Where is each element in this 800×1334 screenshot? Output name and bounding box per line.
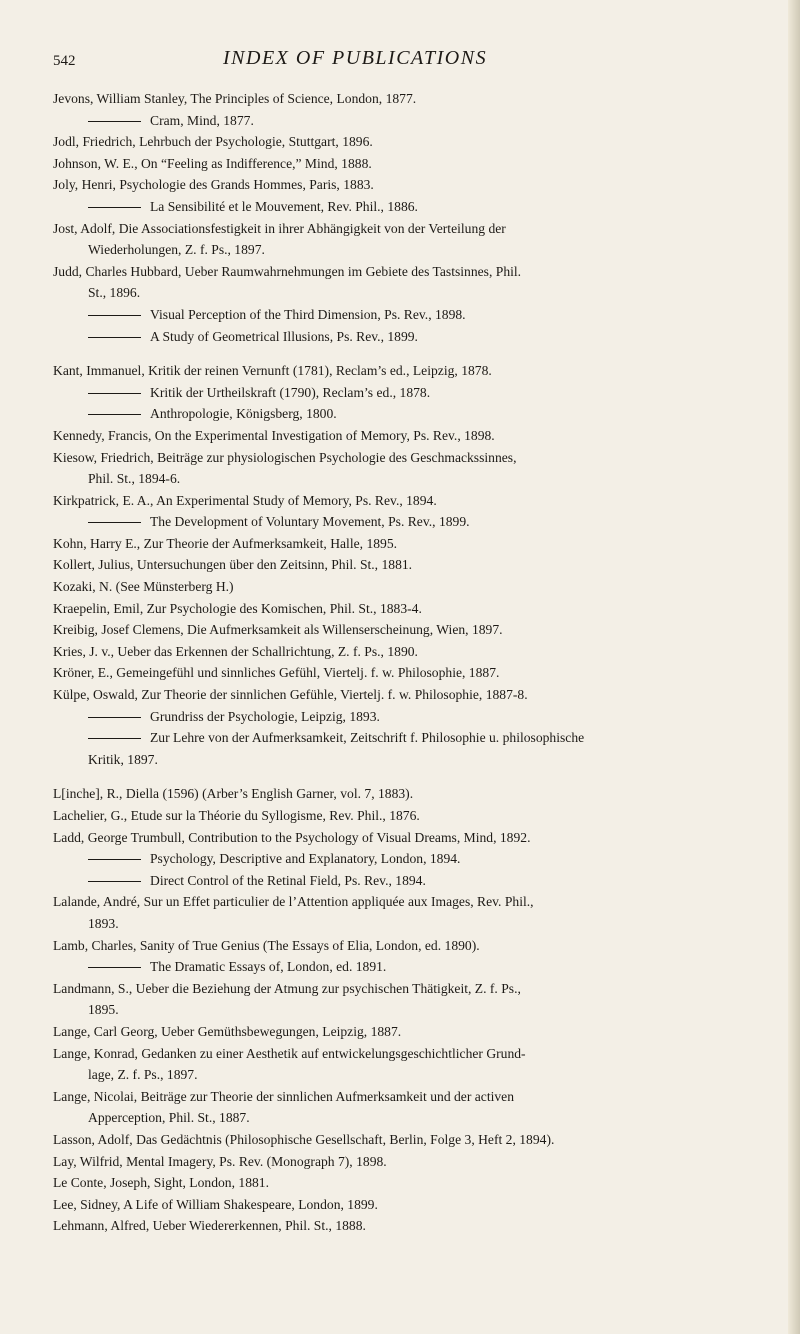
index-entry: [53, 848, 793, 870]
index-entry: [53, 218, 793, 261]
entry-text: Jodl, Friedrich, Lehrbuch der Psychologie, Stuttgart, 1896.: [53, 134, 373, 150]
entry-line: [53, 360, 793, 382]
entry-line: [53, 684, 793, 706]
index-entry: [53, 511, 793, 533]
entry-line: [53, 641, 793, 663]
entry-continuation: [53, 1064, 793, 1086]
entry-text: Apperception, Phil. St., 1887.: [88, 1110, 250, 1126]
index-entry: [53, 88, 793, 110]
entry-text: Jost, Adolf, Die Associationsfestigkeit in ihrer Abhängigkeit von der Verteilung der: [53, 220, 506, 236]
index-entry: [53, 304, 793, 326]
entry-line: [53, 727, 793, 749]
entry-line: [53, 978, 793, 1000]
index-group: [53, 360, 793, 770]
index-entry: [53, 783, 793, 805]
entry-line: [53, 1021, 793, 1043]
entry-text: Grundriss der Psychologie, Leipzig, 1893.: [150, 708, 380, 724]
entry-line: [53, 1129, 793, 1151]
entry-line: [53, 533, 793, 555]
entry-text: Lange, Nicolai, Beiträge zur Theorie der sinnlichen Aufmerksamkeit und der activen: [53, 1088, 515, 1104]
entry-line: [53, 1043, 793, 1065]
entry-text: Kritik der Urtheilskraft (1790), Reclam’s ed., 1878.: [150, 384, 431, 400]
index-entry: [53, 978, 793, 1021]
index-entry: [53, 684, 793, 706]
entry-line: [53, 783, 793, 805]
group-gap: [53, 770, 793, 783]
index-entry: [53, 1215, 793, 1237]
entry-text: 1895.: [88, 1002, 119, 1018]
index-entry: [53, 196, 793, 218]
index-entry: [53, 935, 793, 957]
entry-text: 1893.: [88, 915, 119, 931]
entry-line: [53, 174, 793, 196]
index-entry: [53, 110, 793, 132]
entry-text: Visual Perception of the Third Dimension, Ps. Rev., 1898.: [150, 306, 466, 322]
entry-continuation: [53, 749, 793, 771]
index-entry: [53, 1021, 793, 1043]
entry-text: Külpe, Oswald, Zur Theorie der sinnlichen Gefühle, Viertelj. f. w. Philosophie, 1887-8.: [53, 687, 528, 703]
index-group: [53, 783, 793, 1236]
entry-line: [53, 706, 793, 728]
index-entry: [53, 827, 793, 849]
entry-text: lage, Z. f. Ps., 1897.: [88, 1067, 198, 1083]
entry-line: [53, 131, 793, 153]
entry-line: [53, 425, 793, 447]
entry-line: [53, 326, 793, 348]
entry-line: [53, 1172, 793, 1194]
entry-text: Kries, J. v., Ueber das Erkennen der Schallrichtung, Z. f. Ps., 1890.: [53, 643, 418, 659]
index-entry: [53, 727, 793, 770]
entry-text: Lachelier, G., Etude sur la Théorie du Syllogisme, Rev. Phil., 1876.: [53, 808, 420, 823]
entry-line: [53, 304, 793, 326]
index-entry: [53, 261, 793, 304]
entry-text: Judd, Charles Hubbard, Ueber Raumwahrnehmungen im Gebiete des Tastsinnes, Phil.: [53, 263, 522, 279]
entry-text: Wiederholungen, Z. f. Ps., 1897.: [88, 242, 265, 258]
entry-text: Jevons, William Stanley, The Principles of Science, London, 1877.: [53, 91, 417, 106]
entry-text: Kohn, Harry E., Zur Theorie der Aufmerksamkeit, Halle, 1895.: [53, 535, 398, 551]
running-title: INDEX OF PUBLICATIONS: [223, 47, 488, 69]
page-number: 542: [53, 53, 76, 69]
entry-text: Anthropologie, Königsberg, 1800.: [150, 406, 337, 422]
entry-line: [53, 827, 793, 849]
index-entry: [53, 131, 793, 153]
entry-text: Kirkpatrick, E. A., An Experimental Study of Memory, Ps. Rev., 1894.: [53, 492, 437, 508]
index-entry: [53, 891, 793, 934]
entry-text: Kröner, E., Gemeingefühl und sinnliches Gefühl, Viertelj. f. w. Philosophie, 1887.: [53, 665, 500, 681]
entry-text: Lange, Carl Georg, Ueber Gemüthsbewegungen, Leipzig, 1887.: [53, 1023, 402, 1039]
index-entry: [53, 706, 793, 728]
entry-line: [53, 891, 793, 913]
entry-line: [53, 576, 793, 598]
entry-line: [53, 403, 793, 425]
entry-text: Kreibig, Josef Clemens, Die Aufmerksamkeit als Willenserscheinung, Wien, 1897.: [53, 622, 503, 638]
index-entry: [53, 554, 793, 576]
entry-line: [53, 662, 793, 684]
group-gap: [53, 347, 793, 360]
entry-text: Kiesow, Friedrich, Beiträge zur physiologischen Psychologie des Geschmackssinnes,: [53, 449, 517, 465]
entry-text: Kollert, Julius, Untersuchungen über den Zeitsinn, Phil. St., 1881.: [53, 557, 413, 573]
index-entry: [53, 533, 793, 555]
index-content: [53, 88, 793, 1237]
entry-text: Kozaki, N. (See Münsterberg H.): [53, 579, 234, 595]
entry-line: [53, 554, 793, 576]
entry-text: Lamb, Charles, Sanity of True Genius (The Essays of Elia, London, ed. 1890).: [53, 937, 480, 953]
entry-line: [53, 1151, 793, 1173]
entry-text: Joly, Henri, Psychologie des Grands Hommes, Paris, 1883.: [53, 177, 374, 193]
entry-line: [53, 598, 793, 620]
index-entry: [53, 360, 793, 382]
entry-line: [53, 382, 793, 404]
index-entry: [53, 490, 793, 512]
entry-text: The Development of Voluntary Movement, Ps. Rev., 1899.: [150, 514, 470, 530]
entry-text: Zur Lehre von der Aufmerksamkeit, Zeitschrift f. Philosophie u. philosophische: [150, 730, 585, 746]
entry-continuation: [53, 468, 793, 490]
entry-text: Psychology, Descriptive and Explanatory, London, 1894.: [150, 851, 461, 867]
index-group: [53, 88, 793, 347]
entry-text: Direct Control of the Retinal Field, Ps. Rev., 1894.: [150, 872, 426, 888]
entry-line: [53, 110, 793, 132]
index-entry: [53, 153, 793, 175]
entry-text: L[inche], R., Diella (1596) (Arber’s English Garner, vol. 7, 1883).: [53, 786, 414, 802]
entry-text: Kraepelin, Emil, Zur Psychologie des Komischen, Phil. St., 1883-4.: [53, 600, 422, 616]
entry-text: Lasson, Adolf, Das Gedächtnis (Philosophische Gesellschaft, Berlin, Folge 3, Heft 2, 1894).: [53, 1131, 555, 1147]
entry-line: [53, 870, 793, 892]
entry-line: [53, 261, 793, 283]
entry-text: Ladd, George Trumbull, Contribution to the Psychology of Visual Dreams, Mind, 1892.: [53, 829, 531, 845]
entry-text: Cram, Mind, 1877.: [150, 112, 254, 128]
page-header: [53, 47, 693, 75]
entry-line: [53, 1086, 793, 1108]
index-entry: [53, 1129, 793, 1151]
entry-line: [53, 1215, 793, 1237]
entry-line: [53, 848, 793, 870]
entry-text: St., 1896.: [88, 285, 141, 301]
entry-line: [53, 447, 793, 469]
index-entry: [53, 805, 793, 827]
index-entry: [53, 1043, 793, 1086]
entry-text: Lehmann, Alfred, Ueber Wiedererkennen, Phil. St., 1888.: [53, 1218, 366, 1234]
entry-continuation: [53, 999, 793, 1021]
entry-continuation: [53, 913, 793, 935]
entry-text: Kant, Immanuel, Kritik der reinen Vernunft (1781), Reclam’s ed., Leipzig, 1878.: [53, 363, 492, 379]
entry-text: A Study of Geometrical Illusions, Ps. Rev., 1899.: [150, 328, 418, 344]
entry-text: The Dramatic Essays of, London, ed. 1891.: [150, 959, 387, 975]
entry-line: [53, 935, 793, 957]
index-entry: [53, 576, 793, 598]
index-entry: [53, 641, 793, 663]
entry-text: Kritik, 1897.: [88, 751, 158, 767]
entry-text: Le Conte, Joseph, Sight, London, 1881.: [53, 1175, 269, 1191]
index-entry: [53, 403, 793, 425]
entry-text: Kennedy, Francis, On the Experimental Investigation of Memory, Ps. Rev., 1898.: [53, 427, 495, 443]
index-entry: [53, 1086, 793, 1129]
index-entry: [53, 662, 793, 684]
entry-line: [53, 956, 793, 978]
entry-text: La Sensibilité et le Mouvement, Rev. Phil., 1886.: [150, 198, 418, 214]
entry-text: Phil. St., 1894-6.: [88, 471, 181, 487]
entry-continuation: [53, 239, 793, 261]
entry-line: [53, 88, 793, 110]
entry-text: Lee, Sidney, A Life of William Shakespeare, London, 1899.: [53, 1196, 378, 1212]
entry-line: [53, 153, 793, 175]
entry-text: Lange, Konrad, Gedanken zu einer Aesthetik auf entwickelungsgeschichtlicher Grund-: [53, 1045, 526, 1061]
entry-continuation: [53, 282, 793, 304]
entry-text: Lalande, André, Sur un Effet particulier de l’Attention appliquée aux Images, Rev. Phil.,: [53, 894, 534, 910]
index-entry: [53, 382, 793, 404]
entry-line: [53, 218, 793, 240]
entry-continuation: [53, 1107, 793, 1129]
index-entry: [53, 447, 793, 490]
entry-line: [53, 196, 793, 218]
index-entry: [53, 619, 793, 641]
index-entry: [53, 598, 793, 620]
entry-line: [53, 805, 793, 827]
entry-line: [53, 1194, 793, 1216]
index-entry: [53, 1172, 793, 1194]
entry-text: Lay, Wilfrid, Mental Imagery, Ps. Rev. (Monograph 7), 1898.: [53, 1153, 387, 1169]
index-entry: [53, 1151, 793, 1173]
index-entry: [53, 1194, 793, 1216]
entry-text: Johnson, W. E., On “Feeling as Indifference,” Mind, 1888.: [53, 155, 372, 171]
entry-line: [53, 490, 793, 512]
entry-line: [53, 619, 793, 641]
entry-line: [53, 511, 793, 533]
entry-text: Landmann, S., Ueber die Beziehung der Atmung zur psychischen Thätigkeit, Z. f. Ps.,: [53, 980, 521, 996]
index-entry: [53, 870, 793, 892]
index-entry: [53, 425, 793, 447]
index-entry: [53, 174, 793, 196]
index-entry: [53, 326, 793, 348]
index-entry: [53, 956, 793, 978]
